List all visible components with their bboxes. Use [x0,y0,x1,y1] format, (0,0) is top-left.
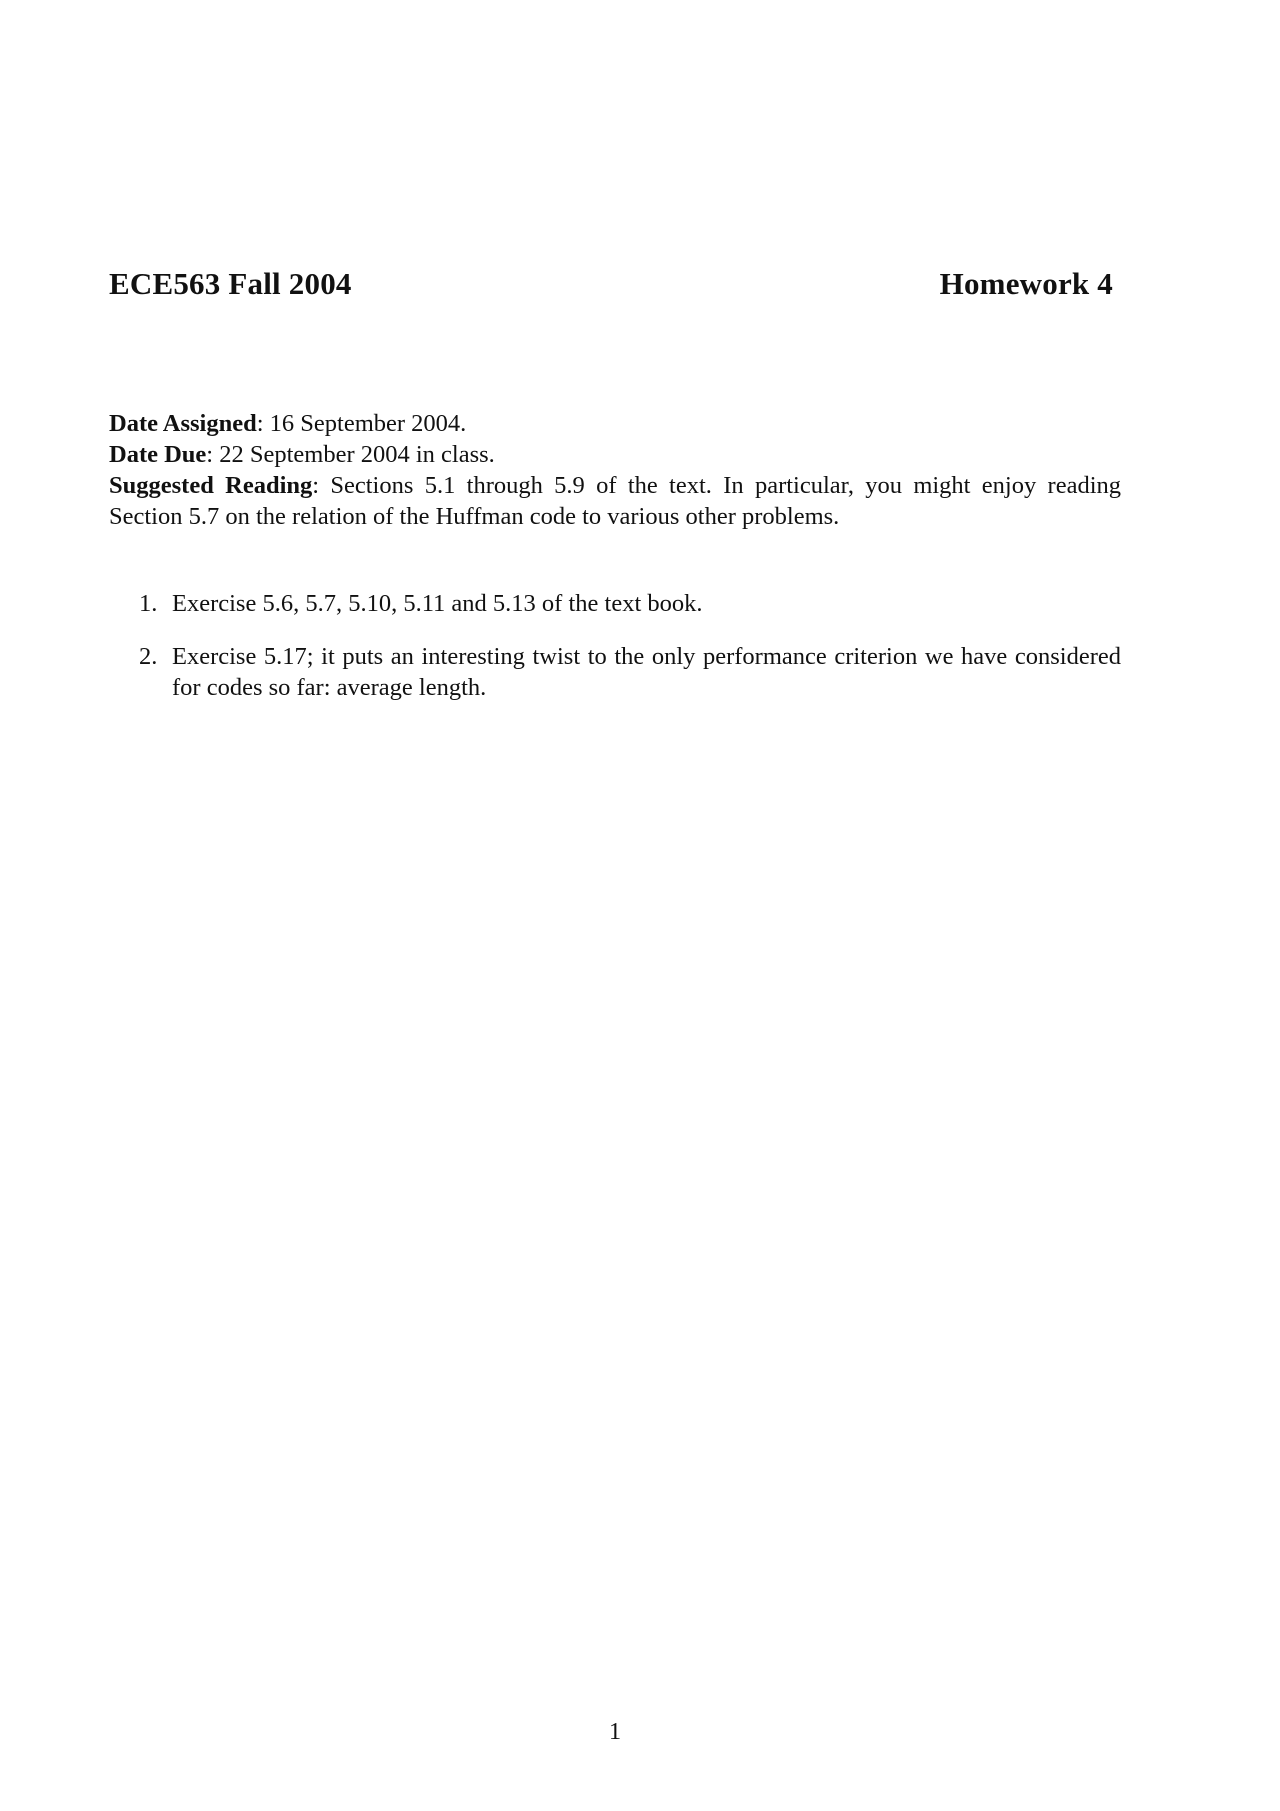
list-item [109,641,1121,703]
exercise-number: 1. [139,590,158,617]
date-due-line [109,439,1121,470]
date-due-value: : 22 September 2004 in class. [206,441,495,468]
page-header [109,266,1113,302]
suggested-reading-label: Suggested Reading [109,472,313,499]
date-assigned-value: : 16 September 2004. [256,410,467,437]
exercise-number: 2. [139,643,158,670]
date-due-label: Date Due [109,441,207,468]
course-title: ECE563 Fall 2004 [109,266,352,301]
exercise-text: Exercise 5.6, 5.7, 5.10, 5.11 and 5.13 of the text book. [172,590,703,617]
list-item [109,588,1121,619]
exercise-list [109,588,1121,725]
page-number: 1 [608,1718,622,1745]
exercise-text: Exercise 5.17; it puts an interesting twist to the only performance criterion we have considered for codes so far: average length. [172,643,1121,701]
suggested-reading-line [109,470,1121,532]
date-assigned-label: Date Assigned [109,410,257,437]
date-assigned-line [109,408,1121,439]
assignment-title: Homework 4 [939,266,1113,301]
assignment-details [109,408,1121,532]
suggested-reading-value: : Sections 5.1 through 5.9 of the text. In particular, you might enjoy reading Section 5.7 on the relation of the Huffman code to various other problems. [109,472,1121,530]
